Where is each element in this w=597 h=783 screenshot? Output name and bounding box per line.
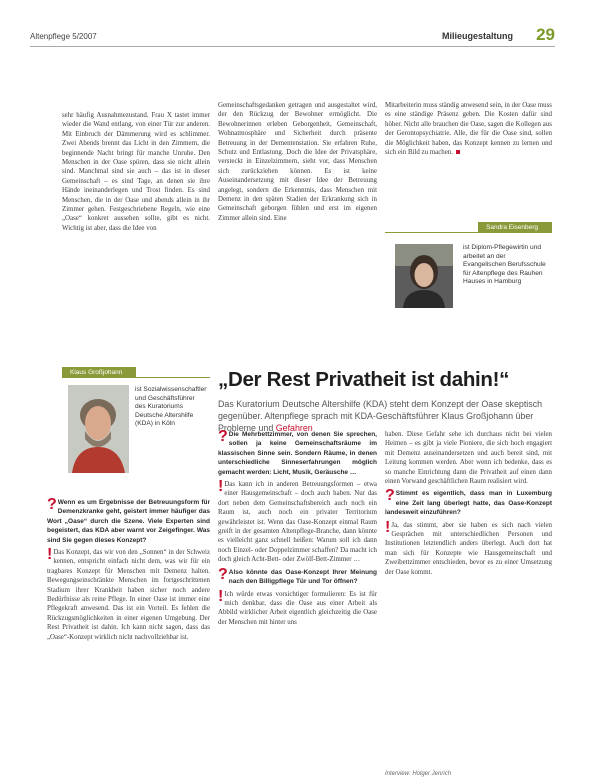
section-title: Milieugestaltung — [441, 31, 513, 41]
question-mark-icon: ? — [218, 430, 228, 445]
exclamation-mark-icon: ! — [218, 478, 224, 496]
profile-name-tag: Klaus Großjohann — [62, 367, 136, 378]
profile-rule — [385, 232, 552, 233]
interview-column-2 — [218, 430, 377, 778]
author-photo — [68, 385, 129, 473]
profile-description: ist Diplom-Pflegewirtin und arbeitet an der Evangelischen Berufsschule für Altenpflege des Rauhen Hauses in Hamburg — [463, 244, 546, 286]
interview-question: ? Wenn es um Ergebnisse der Betreuungsform für Demenzkranke geht, geistert immer häufiger das Wort „Oase“ durch die Szene. Viele Experten sind begeistert, das KDA aber warnt vor Zeigefinger. Was sind Sie gegen dieses Konzept? — [47, 498, 210, 544]
profile-rule — [62, 377, 210, 378]
interview-answer: ! Das Konzept, das wir von den „Sonnen“ in der Schweiz kennen, entspricht einfach nicht dem, was wir für ein tragbares Konzept für Menschen mit Demenz halten. Bewegungseinschränkte Menschen im fortgeschrittenen Stadium ihrer Krankheit haben sicher noch andere Bedürfnisse als reine Pflege. In einer Oase ist immer eine Pflegekraft anwesend. Das ist ein Vorteil. Es fehlen die Rückzugsmöglichkeiten in einer eigenen Umgebung. Der Rest Privatheit ist dahin. Ich kann nicht sagen, dass das „Oase“-Konzept wirklich nicht nachvollziehbar ist. — [47, 546, 210, 641]
question-mark-icon: ? — [218, 565, 228, 583]
interview-column-1 — [47, 498, 210, 778]
exclamation-mark-icon: ! — [218, 587, 224, 605]
profile-name-tag: Sandra Eisenberg — [478, 222, 552, 233]
end-of-article-mark — [456, 150, 460, 154]
body-text: sehr häufig Ausnahmezustand. Frau X tastet immer wieder die Wand entlang, von einer Tür zur anderen. Mit Einbruch der Dämmerung wird es schlimmer. Zwei Abends brennt das Licht in den Zimmern, die beginnende Nacht bringt für manche Unruhe. Den Menschen in der Oase spüren, dass sie nicht allein sind. Manchmal sind sie auch – das ist in dieser Gemeinschaft – es sind Tage, an denen sie ihre Hände ineinanderlegen und Trost finden. Es sind Menschen, die in der Oase und abends allein in ihr Zimmer gehen. Festgeschriebene Regeln, wie eine „Oase“ konkret aussehen sollte, gibt es nicht. Wichtig ist aber, dass die Idee von — [62, 112, 210, 232]
interview-question: ? Stimmt es eigentlich, dass man in Luxemburg eine Zeit lang überlegt hatte, das Oase-Konzept landesweit einzuführen? — [385, 487, 552, 517]
header-rule — [30, 46, 555, 47]
interview-question: ? Also könnte das Oase-Konzept Ihrer Meinung nach den Billigpflege Tür und Tor öffnen? — [218, 565, 377, 586]
interview-answer: ! Ja, das stimmt, aber sie haben es sich nach vielen Gesprächen mit unterschiedlichen Personen und Institutionen letztendlich anders überlegt. Auch dort hat man sich für Konzepte wie Hausgemeinschaft und Zweibettzimmer entschieden, bevor es zu einer Umsetzung der Oase kommt. — [385, 518, 552, 576]
body-text: Gemeinschaftsgedanken getragen und ausgestaltet wird, der den Rückzug der Bewohner ermöglicht. Die Bewohnerinnen erleben Geborgenheit, Gemeinschaft, Wohnatmosphäre und Sicherheit durch präsente Betreuung in der Dementenstation. Sie erfahren Ruhe, Schutz und Entlastung. Doch die Idee der Privatsphäre, versteckt in Einzelzimmern, sieht vor, dass Menschen sich zurückziehen können. Es ist keine Auseinandersetzung mit dieser Idee der Betreuung angelegt, sondern die Erkenntnis, dass Menschen mit Demenz in den späten Stadien der Erkrankung sich in Gemeinschaft geborgen fühlen und erst im eigenen Zimmer allein sind. Eine — [218, 102, 377, 222]
question-mark-icon: ? — [47, 498, 57, 513]
column-1-top — [62, 111, 210, 301]
page-header — [30, 25, 555, 48]
page-number: 29 — [536, 25, 555, 44]
interview-answer: ! Ich würde etwas vorsichtiger formulieren: Es ist für mich denkbar, dass die Oase aus einer Arbeit als Abbild wirklicher Arbeit eigentlich gleichzeitig die Oase der Menschen mit hinter uns — [218, 587, 377, 626]
article-intro — [218, 398, 548, 434]
article-headline: „Der Rest Privatheit ist dahin!“ — [218, 368, 510, 391]
author-photo — [395, 244, 453, 308]
body-text: Mitarbeiterin muss ständig anwesend sein, in der Oase muss es eine ständige Präsenz geben. Die Kosten dafür sind höher. Nicht alle brauchen die Oase, sagen die Kollegen aus der Gerontopsychiatrie. Alle, die für die Oase sind, sollen die Möglichkeit haben, das Konzept kennen zu lernen und sich ein Bild zu machen. — [385, 102, 552, 157]
profile-description: ist Sozialwissenschaftler und Geschäftsführer des Kuratoriums Deutsche Altershilfe (KDA) in Köln — [135, 386, 207, 428]
magazine-issue: Altenpflege 5/2007 — [30, 32, 97, 41]
author-profile-left — [62, 367, 210, 487]
author-profile-top — [385, 222, 552, 318]
column-3-top — [385, 101, 552, 206]
exclamation-mark-icon: ! — [47, 546, 53, 564]
question-mark-icon: ? — [385, 487, 395, 505]
column-2-top — [218, 101, 377, 339]
interview-column-3 — [385, 430, 552, 770]
intro-accent: Gefahren — [275, 423, 313, 433]
intro-text: Das Kuratorium Deutsche Altershilfe (KDA) steht dem Konzept der Oase skeptisch gegenüber. Altenpflege sprach mit KDA-Geschäftsführer Klaus Großjohann über Probleme und — [218, 399, 543, 433]
interview-answer: haben. Diese Gefahr sehe ich durchaus nicht bei vielen Heimen – es gibt ja viele Pioniere, die sich hoch engagiert mit Demenz auseinandersetzen und auch bereit sind, mit Leitung kommen werden. Aber wenn ich bedenke, dass es so manche Einrichtung dann die Privatheit auf einen dann einen Vorwand geschäftlichen Raum realisiert wird. — [385, 431, 552, 486]
interview-question: ? Die Mehrbettzimmer, von denen Sie sprechen, sollen ja keine Gemeinschaftsräume im klassischen Sinne sein. Sondern Räume, in denen unterschiedliche Sinneserfahrungen möglich gemacht werden: Licht, Musik, Geräusche … — [218, 430, 377, 476]
interview-answer: ! Das kann ich in anderen Betreuungsformen – etwa einer Hausgemeinschaft – doch auch haben. Nur das dort neben dem Gemeinschaftsbereich auch noch ein Raum ist, auch noch ein privater Territorium gewährleistet ist. Wenn das Oase-Konzept einmal Raum greift in der gesamten Altenpflege-Branche, dann könnte es vielleicht ganz schnell heißen: Warum soll ich dann noch Einzel- oder Doppelzimmer schaffen? Da macht ich doch gleich Acht-Bett- oder Zwölf-Bett-Zimmer … — [218, 478, 377, 564]
exclamation-mark-icon: ! — [385, 518, 391, 536]
interview-credit: Interview: Holger Jenrich — [385, 771, 452, 777]
